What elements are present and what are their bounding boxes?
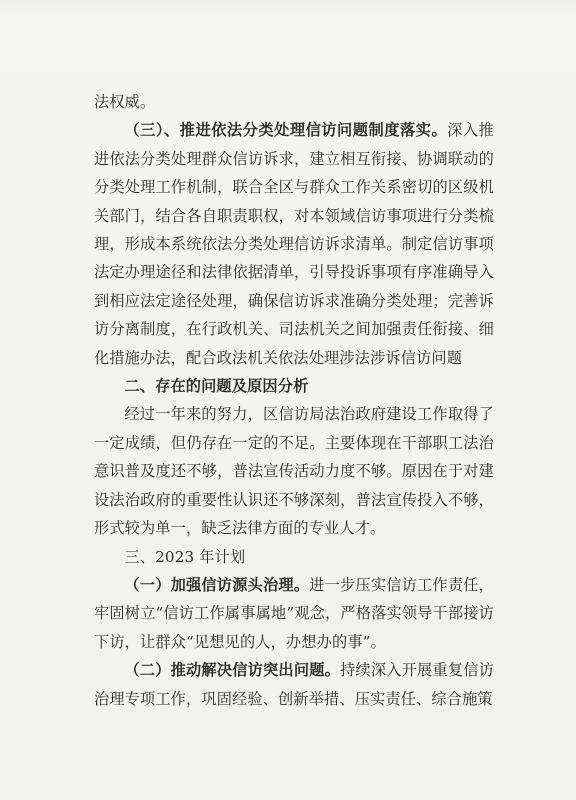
problems-heading: 二、存在的问题及原因分析 [124,377,309,396]
plan-item-two-paragraph [94,656,494,713]
section-three-title: （三）、推进依法分类处理信访问题制度落实。 [124,121,448,140]
scan-shadow [0,0,576,14]
plan-item-one-title: （一）加强信访源头治理。 [124,575,310,594]
problems-paragraph: 经过一年来的努力，区信访局法治政府建设工作取得了一定成绩，但仍存在一定的不足。主要体现在干部职工法治意识普及度还不够，普法宣传活动力度不够。原因在于对建设法治政府的重要性认识还不够深刻，普法宣传投入不够，形式较为单一，缺乏法律方面的专业人才。 [94,405,494,538]
paragraph-ending: 法权威。 [94,93,156,111]
document-body [94,88,494,713]
section-three-paragraph [94,116,494,372]
plan-item-one-text: 进一步压实信访工作责任，牢固树立“信访工作属事属地”观念，严格落实领导干部接访下访，让群众“见想见的人，办想办的事”。 [94,575,494,651]
plan-heading: 三、2023 年计划 [124,547,246,566]
plan-item-two-text: 持续深入开展重复信访治理专项工作，巩固经验、创新举措、压实责任、综合施策 [94,661,494,708]
section-three-text: 深入推进依法分类处理群众信访诉求，建立相互衔接、协调联动的分类处理工作机制，联合全区与群众工作关系密切的区级机关部门，结合各自职责职权，对本领域信访事项进行分类梳理，形成本系统依法分类处理信访诉求清单。制定信访事项法定办理途径和法律依据清单，引导投诉事项有序准确导入到相应法定途径处理，确保信访诉求准确分类处理；完善诉访分离制度，在行政机关、司法机关之间加强责任衔接、细化措施办法，配合政法机关依法处理涉法涉诉信访问题 [94,121,494,367]
plan-item-one-paragraph [94,571,494,656]
plan-item-two-title: （二）推动解决信访突出问题。 [124,661,341,680]
